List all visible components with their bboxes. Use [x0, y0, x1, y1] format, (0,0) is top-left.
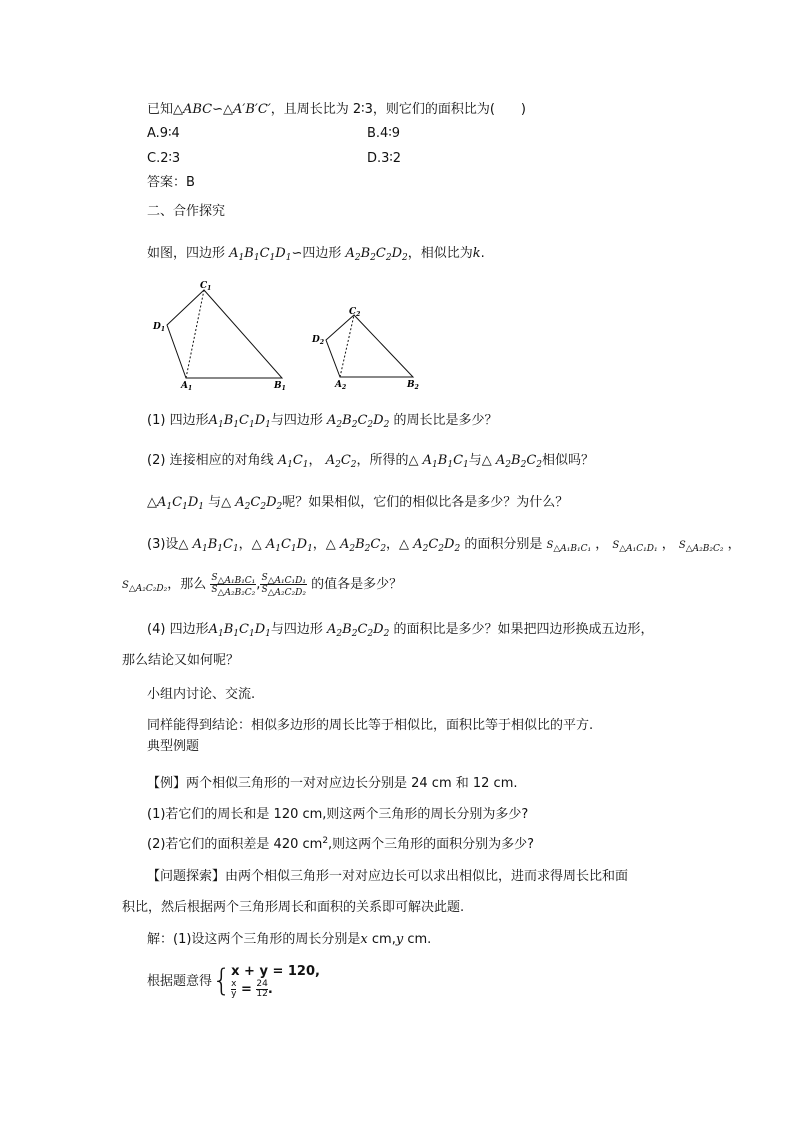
conclusion: 同样能得到结论：相似多边形的周长比等于相似比，面积比等于相似比的平方. [147, 718, 594, 733]
example-part-2: (2)若它们的面积差是 420 $cm^2$,则这两个三角形的面积分别为多少? [147, 836, 535, 852]
example-part-1: (1)若它们的周长和是 120 cm,则这两个三角形的周长分别为多少? [147, 807, 529, 822]
label-b2: $B_2$ [407, 380, 419, 391]
label-a1: $A_1$ [181, 381, 193, 392]
solution-line: 解：(1)设这两个三角形的周长分别是x cm,y cm. [147, 932, 432, 947]
question-2-continued: $\triangle A_1C_1D_1$ 与△ $A_2C_2D_2$呢？如果相似，它们的相似比各是多少？为什么？ [147, 495, 569, 512]
intro-line: 如图，四边形 $A_1B_1C_1D_1∽$四边形 $A_2B_2C_2D_2$，相似比为k. [147, 246, 485, 263]
label-c2: $C_2$ [349, 307, 361, 318]
section-title: 二、合作探究 [147, 204, 226, 219]
label-a2: $A_2$ [335, 380, 347, 391]
answer: 答案：B [147, 175, 195, 190]
label-c1: $C_1$ [200, 281, 212, 292]
question-4: (4) 四边形$A_1B_1C_1D_1$与四边形 $A_2B_2C_2D_2$ 的面积比是多少？如果把四边形换成五边形， [147, 622, 654, 639]
explore-line-2: 积比，然后根据两个三角形周长和面积的关系即可解决此题. [122, 900, 465, 915]
label-d2: $D_2$ [312, 335, 324, 346]
quadrilateral-2 [326, 315, 413, 377]
option-b: B.4∶9 [367, 126, 400, 141]
question-3: (3)设△ $A_1B_1C_1$，△ $A_1C_1D_1$，△ $A_2B_2C_2$，△ $A_2C_2D_2$ 的面积分别是 $S_{\triangle A_1B_1C_1}$ ， $S_{\triangle A_1C_1D_1}$ ， $S_{\triangle A_2B_2C_2}$ ， [147, 537, 741, 554]
quadrilateral-1 [167, 290, 282, 378]
explore-line-1: 【问题探索】由两个相似三角形一对对应边长可以求出相似比，进而求得周长比和面 [147, 869, 629, 884]
ratio-fraction-1: $\frac{S_{\triangle A_1B_1C_1}}{S_{\triangle A_2B_2C_2}}$ [211, 573, 256, 598]
question-2: (2) 连接相应的对角线 $A_1C_1$， $A_2C_2$，所得的△ $A_1B_1C_1$与△ $A_2B_2C_2$相似吗？ [147, 453, 595, 470]
label-d1: $D_1$ [153, 322, 165, 333]
discussion: 小组内讨论、交流. [147, 687, 256, 702]
question-1: (1) 四边形$A_1B_1C_1D_1$与四边形 $A_2B_2C_2D_2$ 的周长比是多少？ [147, 413, 498, 430]
example-stem: 【例】两个相似三角形的一对对应边长分别是 24 cm 和 12 cm. [147, 776, 518, 791]
option-d: D.3∶2 [367, 151, 402, 166]
quadrilateral-figure [140, 278, 430, 393]
option-c: C.2∶3 [147, 151, 181, 166]
typical-examples-heading: 典型例题 [147, 739, 200, 754]
option-a: A.9∶4 [147, 126, 180, 141]
label-b1: $B_1$ [274, 381, 286, 392]
question-3-continued: $S_{\triangle A_2C_2D_2}$，那么 $\frac{S_{\triangle A_1B_1C_1}}{S_{\triangle A_2B_2C_2}}$ , $\frac{S_{\triangle A_1C_1D_1}}{S_{\triangle A_2C_2D_2}}$ 的值各是多少？ [122, 573, 403, 598]
question-4-continued: 那么结论又如何呢？ [122, 653, 240, 668]
q1-stem: 已知△ABC∽△A′B′C′，且周长比为 2∶3，则它们的面积比为( ) [147, 102, 526, 117]
equation-system: 根据题意得{ x + y = 120, $\frac{x}{y}$ = $\frac{24}{12}$ . [147, 963, 320, 999]
ratio-fraction-2: $\frac{S_{\triangle A_1C_1D_1}}{S_{\triangle A_2C_2D_2}}$ [261, 573, 306, 598]
